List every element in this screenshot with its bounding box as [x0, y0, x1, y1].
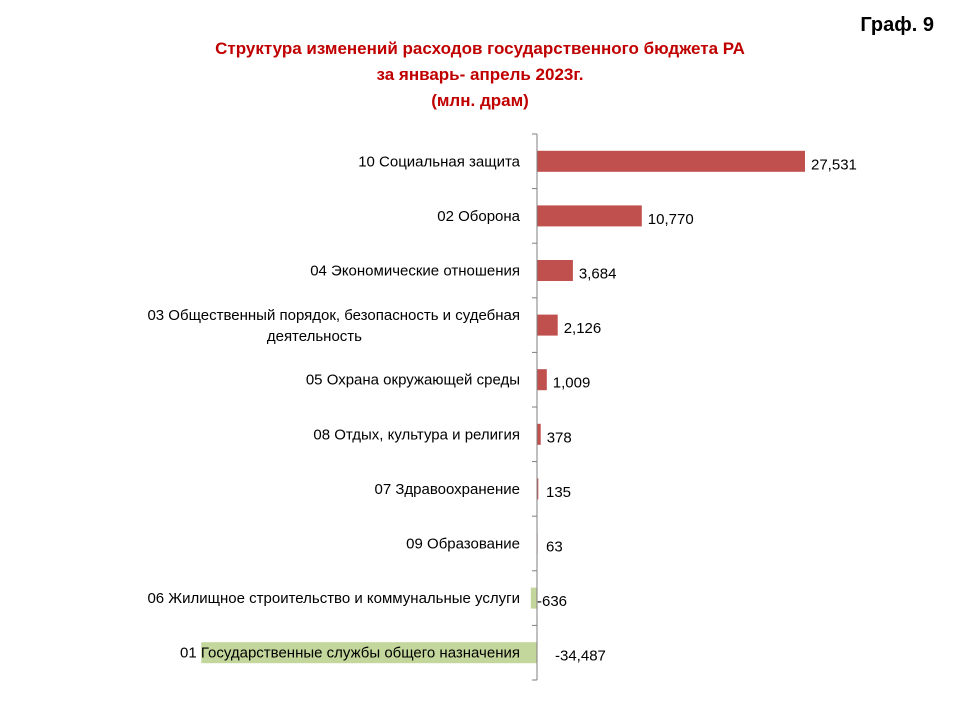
- bar-6: [537, 424, 541, 445]
- bar-2: [537, 205, 642, 226]
- value-label-7: 135: [546, 483, 572, 501]
- value-label-4: 2,126: [563, 320, 602, 338]
- category-label-3: 04 Экономические отношения: [310, 262, 520, 280]
- value-label-8: 63: [546, 538, 563, 556]
- category-label-6: 08 Отдых, культура и религия: [313, 426, 520, 444]
- bar-1: [537, 151, 805, 172]
- chart-title-line-3: (млн. драм): [431, 91, 529, 110]
- chart-title-line-2: за январь- апрель 2023г.: [376, 65, 584, 84]
- bar-4: [537, 315, 558, 336]
- value-label-10: -34,487: [555, 647, 606, 665]
- category-label-10: 01 Государственные службы общего назначения: [180, 644, 520, 662]
- category-label-4: [147, 307, 520, 345]
- value-label-5: 1,009: [552, 374, 591, 392]
- value-label-6: 378: [546, 429, 572, 447]
- chart-number-label: Граф. 9: [860, 14, 934, 36]
- category-label-4-line-1: 03 Общественный порядок, безопасность и судебная: [147, 307, 520, 325]
- bar-3: [537, 260, 573, 281]
- value-label-1: 27,531: [811, 156, 857, 174]
- category-label-5: 05 Охрана окружающей среды: [305, 371, 520, 389]
- value-label-2: 10,770: [647, 210, 694, 228]
- bar-5: [537, 369, 547, 390]
- category-label-2: 02 Оборона: [437, 207, 520, 225]
- category-label-4-line-2: деятельность: [266, 328, 362, 346]
- value-label-3: 3,684: [578, 265, 617, 283]
- chart-title-line-1: Структура изменений расходов государственного бюджета РА: [215, 39, 745, 58]
- category-label-7: 07 Здравоохранение: [374, 480, 520, 498]
- category-label-1: 10 Социальная защита: [358, 153, 520, 171]
- value-label-9: -636: [537, 593, 568, 611]
- category-label-8: 09 Образование: [406, 535, 520, 553]
- category-label-9: 06 Жилищное строительство и коммунальные услуги: [147, 590, 520, 608]
